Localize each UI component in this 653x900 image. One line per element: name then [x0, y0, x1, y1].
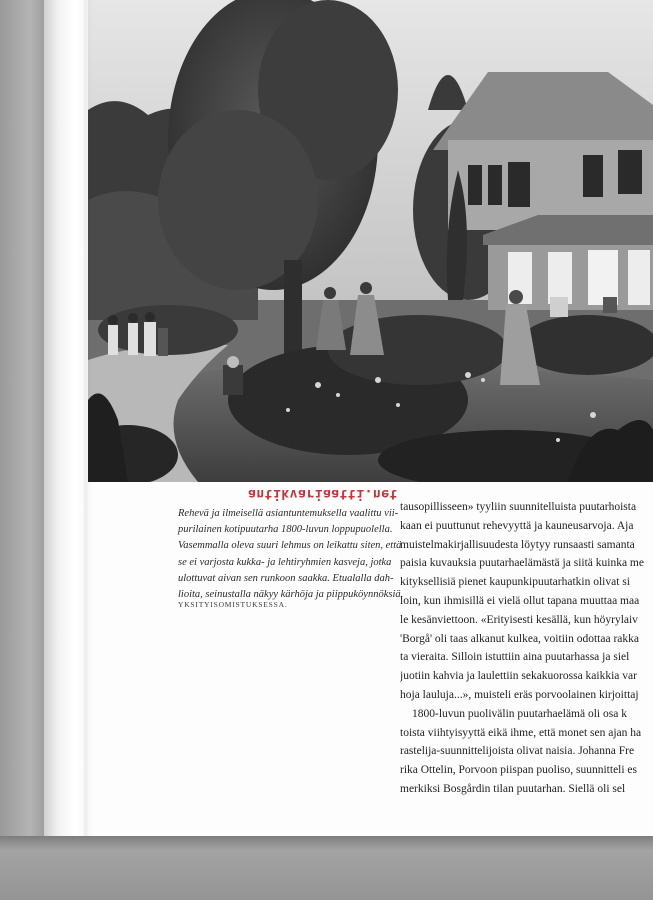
body-line: ta vieraita. Silloin istuttiin aina puutarhassa ja siel — [400, 651, 630, 664]
caption-line: Rehevä ja ilmeisellä asiantuntemuksella vaalittu vii- — [178, 508, 399, 519]
book-page — [88, 0, 653, 836]
caption-credit: YKSITYISOMISTUKSESSA. — [178, 600, 288, 609]
garden-photo — [88, 0, 653, 482]
body-line: hoja lauluja...», muisteli eräs porvoolainen kirjoittaj — [400, 688, 639, 701]
body-line: 1800-luvun puolivälin puutarhaelämä oli osa k — [412, 707, 627, 720]
body-text-column — [400, 498, 653, 799]
body-line: le kesänviettoon. «Erityisesti kesällä, kun höyrylaiv — [400, 613, 638, 626]
body-line: loin, kun ihmisillä ei vielä ollut tapana muuttaa maa — [400, 594, 640, 607]
body-line: juotiin kahvia ja laulettiin sekakuorossa kaikkia var — [400, 670, 637, 683]
body-line: 'Borgå' oli taas alkanut kulkea, voitiin odottaa rakka — [400, 632, 639, 645]
body-line: toista viihtyisyyttä eikä ihme, että monet sen ajan ha — [400, 726, 642, 739]
book-edge-shadow — [0, 836, 653, 900]
body-line: merkiksi Bosgårdin tilan puutarhan. Siellä oli sel — [400, 782, 626, 795]
spine-shadow — [84, 0, 92, 836]
garden-photo-illustration — [88, 0, 653, 482]
caption-line: purilainen kotipuutarha 1800-luvun loppupuolella. — [178, 524, 393, 536]
body-line: rika Ottelin, Porvoon piispan puoliso, suunnitteli es — [400, 764, 638, 777]
caption-line: ulottuvat aivan sen runkoon saakka. Etualalla dah- — [178, 572, 394, 584]
body-line: rastelija-suunnittelijoista olivat naisia. Johanna Fre — [400, 745, 635, 758]
caption-line: se ei varjosta kukka- ja lehtiryhmien kasveja, jotka — [178, 556, 392, 568]
caption-line: lioita, seinustalla näkyy kärhöja ja piippuköynnöksiä. — [178, 589, 404, 601]
caption-line: Vasemmalla oleva suuri lehmus on leikattu siten, että — [178, 540, 402, 552]
body-line: paisia kuvauksia puutarhaelämästä ja siitä kuinka me — [400, 557, 644, 570]
body-line: kityksellisiä pienet kaupunkipuutarhatkin olivat si — [400, 576, 630, 589]
body-line: kaan ei puuttunut rehevyyttä ja kauneusarvoja. Aja — [400, 519, 634, 532]
body-line: muistelmakirjallisuudesta löytyy runsaasti samanta — [400, 538, 635, 551]
body-line: tausopillisseen» tyyliin suunnitelluista puutarhoista — [400, 501, 637, 513]
watermark: antikvariaatti.net — [248, 486, 398, 501]
